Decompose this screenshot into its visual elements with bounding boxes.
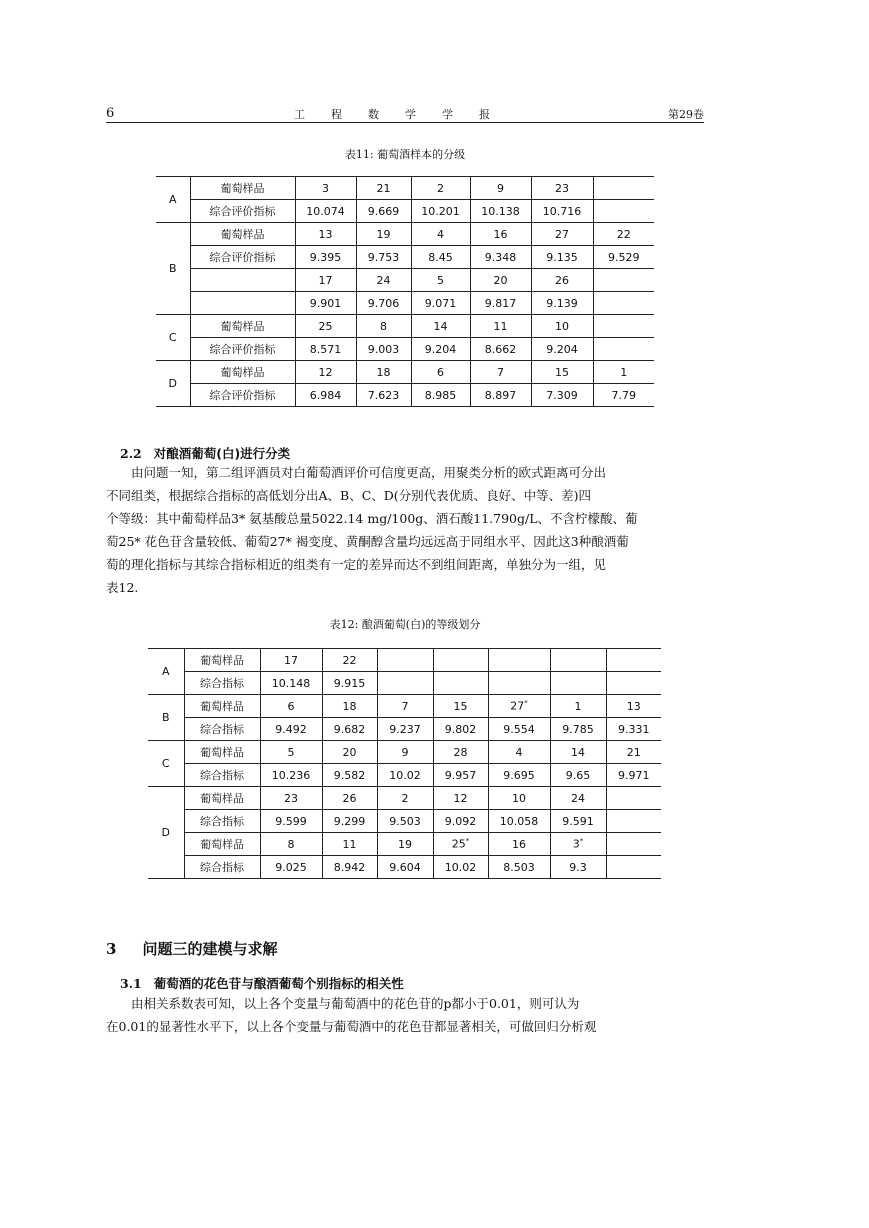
section-2-2-body — [106, 461, 704, 599]
table-cell: 4 — [411, 223, 470, 246]
table-cell: 7 — [377, 695, 433, 718]
table-cell: 27 — [531, 223, 593, 246]
running-header — [106, 106, 704, 123]
para-line: 萄的理化指标与其综合指标相近的组类有一定的差异而达不到组间距离，单独分为一组，见 — [106, 557, 607, 572]
table-cell: 28 — [433, 741, 488, 764]
row-label: 综合评价指标 — [190, 246, 295, 269]
table-row — [156, 200, 654, 223]
table-cell — [550, 672, 606, 695]
row-label: 综合指标 — [184, 672, 260, 695]
table-cell: 7.79 — [593, 384, 654, 407]
table-row — [156, 384, 654, 407]
table-cell: 9.65 — [550, 764, 606, 787]
table-cell: 9.753 — [356, 246, 411, 269]
table-cell: 9 — [470, 177, 531, 200]
table-cell: 9.682 — [322, 718, 377, 741]
row-label: 综合评价指标 — [190, 338, 295, 361]
table-cell: 8.942 — [322, 856, 377, 879]
table-cell: 9.204 — [531, 338, 593, 361]
table-cell: 23 — [531, 177, 593, 200]
table-cell: 7 — [470, 361, 531, 384]
group-label: C — [148, 741, 184, 787]
table-cell: 10.058 — [488, 810, 550, 833]
table-row — [148, 833, 661, 856]
table-cell: 9.591 — [550, 810, 606, 833]
row-label: 葡萄样品 — [190, 361, 295, 384]
table11 — [156, 176, 654, 407]
table-cell: 9.529 — [593, 246, 654, 269]
para-line: 个等级：其中葡萄样品3* 氨基酸总量5022.14 mg/100g、酒石酸11.790g/L、不含柠檬酸、葡 — [106, 511, 638, 526]
table-cell: 15 — [433, 695, 488, 718]
table-cell — [593, 338, 654, 361]
table-cell — [606, 810, 661, 833]
table-cell: 8.897 — [470, 384, 531, 407]
table-cell — [433, 649, 488, 672]
section-2-2-heading: 2.2 对酿酒葡萄(白)进行分类 — [120, 446, 291, 461]
table-cell: 9.957 — [433, 764, 488, 787]
table-row — [148, 787, 661, 810]
table-cell: 9.204 — [411, 338, 470, 361]
table-cell: 9.395 — [295, 246, 356, 269]
table-cell: 9.299 — [322, 810, 377, 833]
table-cell: 8 — [356, 315, 411, 338]
row-label: 综合评价指标 — [190, 384, 295, 407]
table-cell: 2 — [377, 787, 433, 810]
group-label: B — [148, 695, 184, 741]
table-cell: 9.025 — [260, 856, 322, 879]
table-cell: 10 — [531, 315, 593, 338]
table-cell: 10 — [488, 787, 550, 810]
table-row — [156, 269, 654, 292]
row-label: 葡萄样品 — [184, 833, 260, 856]
volume-label: 第29卷 — [668, 108, 704, 121]
table-cell — [550, 649, 606, 672]
table-row — [156, 361, 654, 384]
table-cell: 10.236 — [260, 764, 322, 787]
group-label: D — [156, 361, 190, 407]
table-cell: 13 — [606, 695, 661, 718]
table-cell: 9.554 — [488, 718, 550, 741]
table-cell: 17 — [260, 649, 322, 672]
page-number: 6 — [106, 106, 115, 121]
table-cell: 9.135 — [531, 246, 593, 269]
table-cell: 9 — [377, 741, 433, 764]
table-cell: 10.02 — [377, 764, 433, 787]
table-row — [156, 338, 654, 361]
section-3-heading: 3 问题三的建模与求解 — [106, 940, 278, 958]
row-label: 葡萄样品 — [190, 315, 295, 338]
table-cell: 9.706 — [356, 292, 411, 315]
group-label: A — [156, 177, 190, 223]
group-label: A — [148, 649, 184, 695]
table12-caption: 表12: 酿酒葡萄(白)的等级划分 — [329, 618, 481, 631]
table-cell: 12 — [295, 361, 356, 384]
section-3-1-body — [106, 992, 704, 1038]
table-cell: 6.984 — [295, 384, 356, 407]
table-cell: 26 — [322, 787, 377, 810]
table-row — [156, 177, 654, 200]
para-line: 在0.01的显著性水平下，以上各个变量与葡萄酒中的花色苷都显著相关，可做回归分析观 — [106, 1019, 597, 1034]
row-label: 综合评价指标 — [190, 200, 295, 223]
para-line: 不同组类，根据综合指标的高低划分出A、B、C、D(分别代表优质、良好、中等、差)四 — [106, 488, 592, 503]
table-cell: 9.3 — [550, 856, 606, 879]
table-cell: 9.237 — [377, 718, 433, 741]
table-cell: 10.716 — [531, 200, 593, 223]
table-cell — [593, 177, 654, 200]
table-cell: 20 — [470, 269, 531, 292]
table-cell: 15 — [531, 361, 593, 384]
table-cell: 27* — [488, 695, 550, 718]
table-cell: 8.662 — [470, 338, 531, 361]
table-cell: 9.003 — [356, 338, 411, 361]
table-cell: 9.331 — [606, 718, 661, 741]
table-row — [148, 695, 661, 718]
table-cell: 14 — [550, 741, 606, 764]
table-cell: 24 — [550, 787, 606, 810]
table-row — [156, 246, 654, 269]
para-line: 由相关系数表可知，以上各个变量与葡萄酒中的花色苷的p都小于0.01，则可认为 — [131, 996, 580, 1011]
table-row — [148, 718, 661, 741]
row-label: 葡萄样品 — [190, 223, 295, 246]
table-cell: 8.571 — [295, 338, 356, 361]
table-cell — [606, 787, 661, 810]
table-cell: 13 — [295, 223, 356, 246]
table-cell: 8.503 — [488, 856, 550, 879]
row-label — [190, 269, 295, 292]
table-cell: 10.201 — [411, 200, 470, 223]
table-cell: 1 — [593, 361, 654, 384]
table-cell — [606, 833, 661, 856]
table-cell — [606, 672, 661, 695]
table-cell: 9.071 — [411, 292, 470, 315]
table-cell — [593, 315, 654, 338]
table-cell: 21 — [356, 177, 411, 200]
table-cell: 22 — [593, 223, 654, 246]
table-cell: 9.785 — [550, 718, 606, 741]
table-cell: 9.817 — [470, 292, 531, 315]
table-row — [156, 223, 654, 246]
table-cell: 6 — [411, 361, 470, 384]
table-cell: 9.901 — [295, 292, 356, 315]
table-cell — [488, 672, 550, 695]
row-label: 综合指标 — [184, 810, 260, 833]
table-cell: 14 — [411, 315, 470, 338]
table-row — [148, 810, 661, 833]
table-cell — [593, 200, 654, 223]
row-label: 葡萄样品 — [184, 787, 260, 810]
table-cell: 22 — [322, 649, 377, 672]
table-cell: 10.138 — [470, 200, 531, 223]
table-cell: 9.139 — [531, 292, 593, 315]
table-cell: 10.02 — [433, 856, 488, 879]
table-row — [156, 315, 654, 338]
table-cell — [593, 292, 654, 315]
table-cell: 9.604 — [377, 856, 433, 879]
table-cell: 6 — [260, 695, 322, 718]
table-cell: 5 — [260, 741, 322, 764]
table-cell: 1 — [550, 695, 606, 718]
table-cell: 9.348 — [470, 246, 531, 269]
table-row — [148, 856, 661, 879]
row-label: 葡萄样品 — [184, 695, 260, 718]
table-cell: 11 — [470, 315, 531, 338]
table-cell: 8.985 — [411, 384, 470, 407]
table-cell: 8.45 — [411, 246, 470, 269]
table-cell — [433, 672, 488, 695]
group-label: D — [148, 787, 184, 879]
table-row — [148, 764, 661, 787]
table-cell: 10.074 — [295, 200, 356, 223]
table-cell — [593, 269, 654, 292]
table-row — [148, 649, 661, 672]
table12 — [148, 648, 661, 879]
table-cell: 9.971 — [606, 764, 661, 787]
table-row — [156, 292, 654, 315]
table-row — [148, 741, 661, 764]
table-cell: 9.915 — [322, 672, 377, 695]
table-cell: 4 — [488, 741, 550, 764]
para-line: 由问题一知，第二组评酒员对白葡萄酒评价可信度更高，用聚类分析的欧式距离可分出 — [131, 465, 607, 480]
table-cell: 19 — [377, 833, 433, 856]
group-label: C — [156, 315, 190, 361]
row-label — [190, 292, 295, 315]
table-cell — [606, 856, 661, 879]
table-cell: 12 — [433, 787, 488, 810]
journal-title: 工程数学学报 — [294, 108, 516, 121]
table-cell: 9.802 — [433, 718, 488, 741]
row-label: 综合指标 — [184, 856, 260, 879]
table-cell — [377, 649, 433, 672]
table-cell: 25* — [433, 833, 488, 856]
table-cell: 18 — [356, 361, 411, 384]
table-cell: 9.582 — [322, 764, 377, 787]
row-label: 综合指标 — [184, 718, 260, 741]
table-cell: 26 — [531, 269, 593, 292]
table-cell: 9.669 — [356, 200, 411, 223]
group-label: B — [156, 223, 190, 315]
table-cell: 9.599 — [260, 810, 322, 833]
table-cell: 16 — [470, 223, 531, 246]
table-cell: 9.695 — [488, 764, 550, 787]
row-label: 葡萄样品 — [184, 741, 260, 764]
table-cell: 16 — [488, 833, 550, 856]
table-cell: 5 — [411, 269, 470, 292]
table-cell: 17 — [295, 269, 356, 292]
table-cell — [606, 649, 661, 672]
table-cell: 8 — [260, 833, 322, 856]
table-cell: 20 — [322, 741, 377, 764]
table-cell: 3 — [295, 177, 356, 200]
table-cell: 19 — [356, 223, 411, 246]
section-3-1-heading: 3.1 葡萄酒的花色苷与酿酒葡萄个别指标的相关性 — [120, 976, 404, 991]
table-cell: 24 — [356, 269, 411, 292]
table-row — [148, 672, 661, 695]
table-cell: 7.309 — [531, 384, 593, 407]
table-cell: 10.148 — [260, 672, 322, 695]
table-cell: 2 — [411, 177, 470, 200]
table-cell: 11 — [322, 833, 377, 856]
table-cell: 9.092 — [433, 810, 488, 833]
table-cell: 7.623 — [356, 384, 411, 407]
row-label: 葡萄样品 — [184, 649, 260, 672]
table-cell: 21 — [606, 741, 661, 764]
table-cell: 23 — [260, 787, 322, 810]
table-cell: 18 — [322, 695, 377, 718]
table11-caption: 表11: 葡萄酒样本的分级 — [344, 148, 466, 161]
table-cell — [377, 672, 433, 695]
row-label: 综合指标 — [184, 764, 260, 787]
table-cell — [488, 649, 550, 672]
table-cell: 9.492 — [260, 718, 322, 741]
para-line: 表12. — [106, 580, 139, 595]
row-label: 葡萄样品 — [190, 177, 295, 200]
table-cell: 3* — [550, 833, 606, 856]
table-cell: 9.503 — [377, 810, 433, 833]
para-line: 萄25* 花色苷含量较低、葡萄27* 褐变度、黄酮醇含量均远远高于同组水平、因此这3种酿酒葡 — [106, 534, 629, 549]
table-cell: 25 — [295, 315, 356, 338]
